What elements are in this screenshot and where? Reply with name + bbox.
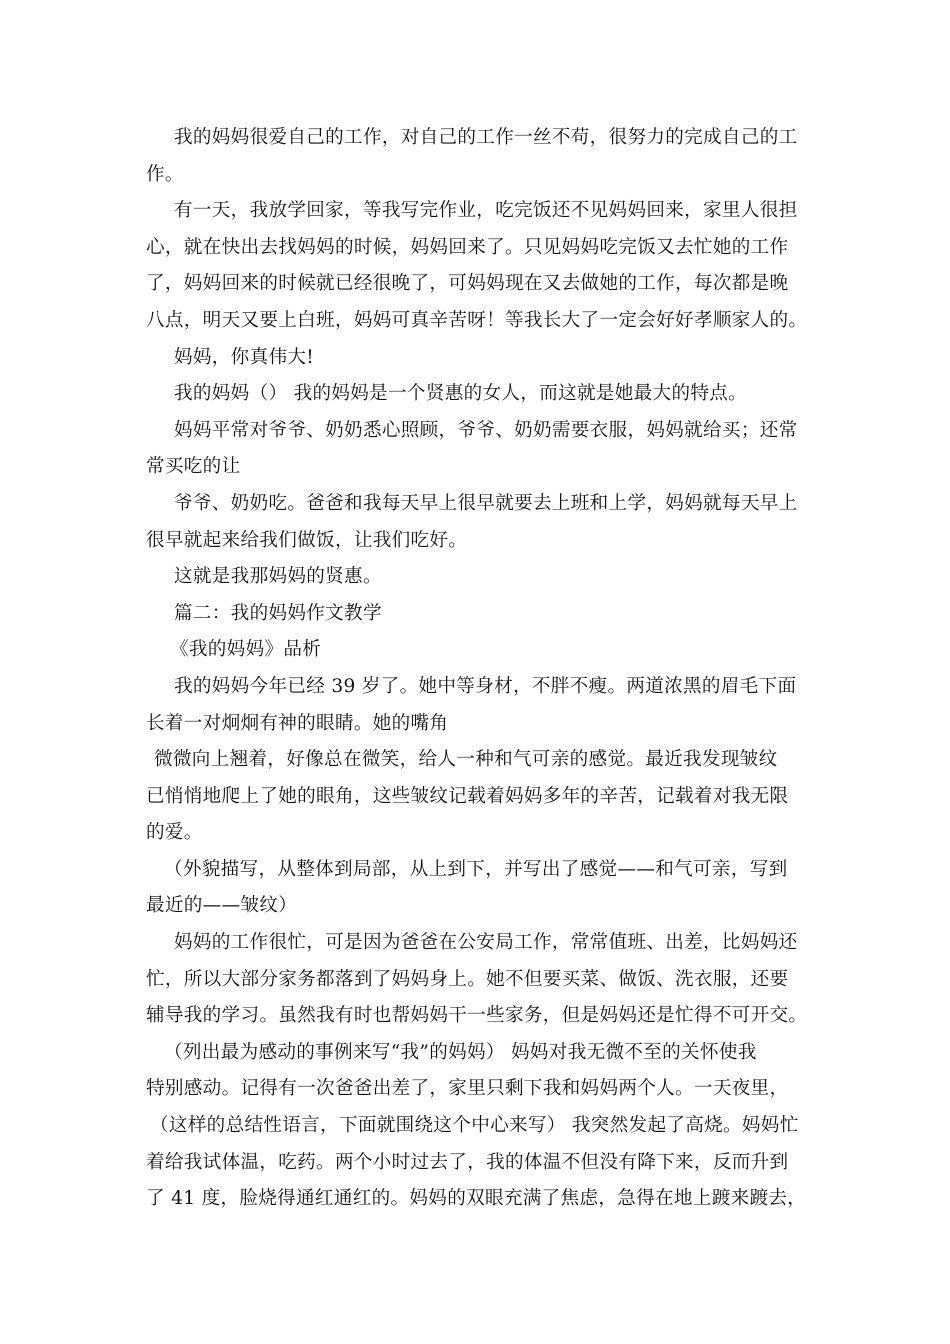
text-line: 有一天，我放学回家，等我写完作业，吃完饭还不见妈妈回来，家里人很担 bbox=[174, 200, 798, 222]
annotation-line: （这样的总结性语言，下面就围绕这个中心来写） 我突然发起了高烧。妈妈忙 bbox=[150, 1115, 799, 1137]
annotation-line: 最近的——皱纹） bbox=[146, 895, 298, 917]
text-line: 了，妈妈回来的时候就已经很晚了，可妈妈现在又去做她的工作，每次都是晚 bbox=[146, 273, 789, 295]
annotation-line: （列出最为感动的事例来写“我”的妈妈） 妈妈对我无微不至的关怀使我 bbox=[164, 1041, 757, 1063]
text-line: 已悄悄地爬上了她的眼角，这些皱纹记载着妈妈多年的辛苦，记载着对我无限 bbox=[146, 785, 789, 807]
text-line: 心，就在快出去找妈妈的时候，妈妈回来了。只见妈妈吃完饭又去忙她的工作 bbox=[146, 236, 789, 258]
text-line: 微微向上翘着，好像总在微笑，给人一种和气可亲的感觉。最近我发现皱纹 bbox=[154, 749, 778, 771]
section-heading: 篇二：我的妈妈作文教学 bbox=[174, 602, 382, 624]
text-line: 长着一对炯炯有神的眼睛。她的嘴角 bbox=[146, 712, 449, 734]
text-line: 这就是我那妈妈的贤惠。 bbox=[174, 566, 382, 588]
text-line: 辅导我的学习。虽然我有时也帮妈妈干一些家务，但是妈妈还是忙得不可开交。 bbox=[146, 1005, 808, 1027]
text-line: 八点，明天又要上白班，妈妈可真辛苦呀！等我长大了一定会好好孝顺家人的。 bbox=[146, 309, 808, 331]
body-text bbox=[146, 120, 816, 1218]
text-line: 妈妈，你真伟大! bbox=[174, 346, 315, 368]
section-subheading: 《我的妈妈》品析 bbox=[170, 639, 322, 661]
text-line: 作。 bbox=[146, 163, 184, 185]
text-line: 忙，所以大部分家务都落到了妈妈身上。她不但要买菜、做饭、洗衣服，还要 bbox=[146, 968, 789, 990]
text-line: 我的妈妈很爱自己的工作，对自己的工作一丝不苟，很努力的完成自己的工 bbox=[174, 127, 798, 148]
text-line: 着给我试体温，吃药。两个小时过去了，我的体温不但没有降下来，反而升到 bbox=[146, 1151, 789, 1173]
text-line: 特别感动。记得有一次爸爸出差了，家里只剩下我和妈妈两个人。一天夜里， bbox=[146, 1078, 789, 1100]
text-line: 了 41 度，脸烧得通红通红的。妈妈的双眼充满了焦虑，急得在地上踱来踱去， bbox=[146, 1188, 807, 1210]
text-line: 很早就起来给我们做饭，让我们吃好。 bbox=[146, 529, 468, 551]
text-line: 妈妈的工作很忙，可是因为爸爸在公安局工作，常常值班、出差，比妈妈还 bbox=[174, 932, 798, 954]
text-line: 我的妈妈（） 我的妈妈是一个贤惠的女人，而这就是她最大的特点。 bbox=[174, 383, 748, 405]
text-line: 常买吃的让 bbox=[146, 456, 241, 478]
annotation-line: （外貌描写，从整体到局部，从上到下，并写出了感觉——和气可亲，写到 bbox=[164, 858, 788, 880]
text-line: 的爱。 bbox=[146, 822, 203, 844]
text-line: 妈妈平常对爷爷、奶奶悉心照顾，爷爷、奶奶需要衣服，妈妈就给买；还常 bbox=[174, 419, 798, 441]
text-line: 我的妈妈今年已经 39 岁了。她中等身材，不胖不瘦。两道浓黑的眉毛下面 bbox=[174, 675, 797, 697]
text-line: 爷爷、奶奶吃。爸爸和我每天早上很早就要去上班和上学，妈妈就每天早上 bbox=[174, 492, 798, 514]
